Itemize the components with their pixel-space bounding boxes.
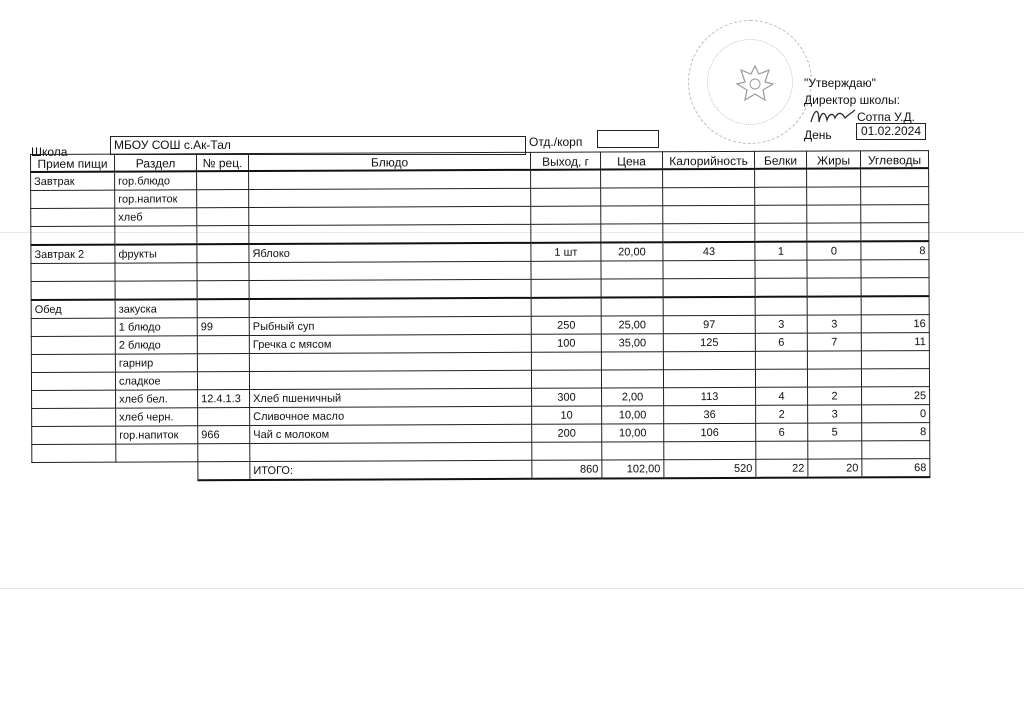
yield-cell	[531, 352, 601, 370]
fat-cell: 3	[808, 405, 862, 423]
price-cell	[601, 206, 663, 224]
calories-cell	[663, 169, 755, 188]
protein-cell: 4	[756, 387, 808, 405]
carbs-cell	[861, 351, 929, 369]
section-cell: гор.напиток	[115, 190, 197, 208]
section-cell: закуска	[115, 299, 197, 318]
meal-cell	[31, 190, 115, 208]
recipe-cell: 12.4.1.3	[198, 390, 250, 408]
dish-cell: Чай с молоком	[250, 424, 532, 443]
recipe-cell	[197, 336, 249, 354]
fat-cell	[807, 223, 861, 242]
meal-cell: Обед	[31, 300, 115, 319]
day-value: 01.02.2024	[860, 124, 922, 138]
section-cell: хлеб	[115, 208, 197, 226]
price-cell: 10,00	[602, 424, 664, 442]
column-header: Цена	[600, 152, 662, 170]
recipe-cell	[197, 208, 249, 226]
yield-cell	[531, 224, 601, 243]
protein-cell	[755, 260, 807, 278]
calories-cell	[664, 441, 756, 459]
price-cell	[601, 261, 663, 279]
column-header: Выход, г	[530, 152, 600, 170]
price-cell	[601, 297, 663, 316]
yield-cell	[531, 370, 601, 388]
carbs-cell	[861, 278, 929, 297]
empty-cell	[116, 462, 198, 481]
day-label: День	[804, 128, 832, 142]
dish-cell: Хлеб пшеничный	[250, 388, 532, 407]
price-cell: 35,00	[601, 334, 663, 352]
menu-table	[30, 150, 930, 482]
school-label: Школа	[31, 145, 68, 159]
yield-cell	[531, 170, 601, 189]
dish-cell	[249, 206, 531, 225]
price-cell	[601, 352, 663, 370]
dish-cell	[249, 298, 531, 318]
price-cell	[601, 169, 663, 188]
dish-cell	[249, 188, 531, 207]
dish-cell	[249, 279, 531, 299]
calories-cell	[663, 351, 755, 369]
meal-cell	[31, 281, 115, 300]
section-cell	[116, 444, 198, 462]
column-header: Жиры	[806, 151, 860, 169]
meal-cell: Завтрак	[31, 172, 115, 191]
carbs-cell	[862, 441, 930, 459]
director-signature	[809, 104, 857, 128]
fat-cell	[807, 296, 861, 315]
empty-cell	[32, 462, 116, 481]
recipe-cell	[198, 444, 250, 462]
meal-cell	[31, 318, 115, 336]
yield-cell	[531, 261, 601, 279]
protein-cell	[755, 351, 807, 369]
total-protein: 22	[756, 459, 808, 478]
total-price: 102,00	[602, 460, 664, 479]
protein-cell: 6	[756, 423, 808, 441]
fat-cell	[807, 278, 861, 297]
protein-cell: 1	[755, 242, 807, 261]
calories-cell: 43	[663, 242, 755, 261]
recipe-cell	[198, 408, 250, 426]
dish-cell: Яблоко	[249, 243, 531, 263]
carbs-cell: 8	[862, 423, 930, 441]
recipe-cell	[197, 372, 249, 390]
price-cell: 2,00	[602, 388, 664, 406]
yield-cell	[531, 279, 601, 298]
protein-cell	[755, 278, 807, 297]
dish-cell	[249, 224, 531, 244]
recipe-cell	[197, 354, 249, 372]
protein-cell	[755, 169, 807, 188]
fat-cell	[807, 260, 861, 278]
total-row	[32, 459, 930, 481]
price-cell: 20,00	[601, 242, 663, 261]
price-cell	[601, 224, 663, 243]
fat-cell	[807, 205, 861, 223]
approve-label: "Утверждаю"	[804, 76, 876, 90]
fat-cell	[807, 168, 861, 187]
section-cell: гор.блюдо	[115, 171, 197, 190]
calories-cell	[663, 205, 755, 223]
price-cell: 25,00	[601, 316, 663, 334]
calories-cell	[663, 278, 755, 297]
section-cell	[115, 263, 197, 281]
meal-cell: Завтрак 2	[31, 245, 115, 264]
section-cell: сладкое	[115, 372, 197, 390]
column-header: Белки	[754, 151, 806, 169]
carbs-cell: 0	[862, 405, 930, 423]
meal-cell	[31, 208, 115, 226]
price-cell: 10,00	[602, 406, 664, 424]
meal-cell	[31, 336, 115, 354]
dish-cell	[249, 352, 531, 371]
calories-cell: 97	[663, 315, 755, 333]
recipe-cell	[197, 299, 249, 318]
section-cell: гор.напиток	[116, 426, 198, 444]
section-cell: гарнир	[115, 354, 197, 372]
calories-cell: 36	[664, 405, 756, 423]
total-label: ИТОГО:	[250, 460, 532, 480]
meal-cell	[31, 226, 115, 245]
yield-cell	[531, 298, 601, 317]
section-cell: фрукты	[115, 244, 197, 263]
recipe-cell: 966	[198, 426, 250, 444]
section-cell	[115, 281, 197, 300]
meal-cell	[32, 390, 116, 408]
yield-cell: 250	[531, 316, 601, 334]
section-cell: 1 блюдо	[115, 318, 197, 336]
dish-cell: Гречка с мясом	[249, 334, 531, 353]
yield-cell: 200	[532, 424, 602, 442]
calories-cell	[663, 260, 755, 278]
dept-box	[597, 130, 659, 148]
carbs-cell	[861, 168, 929, 187]
price-cell	[602, 442, 664, 460]
protein-cell	[756, 441, 808, 459]
column-header: № рец.	[197, 154, 249, 172]
meal-cell	[31, 263, 115, 281]
school-value: МБОУ СОШ с.Ак-Тал	[114, 138, 231, 152]
calories-cell	[663, 223, 755, 242]
yield-cell	[531, 206, 601, 224]
protein-cell: 2	[756, 405, 808, 423]
price-cell	[601, 188, 663, 206]
protein-cell	[755, 223, 807, 242]
dept-label: Отд./корп	[529, 135, 583, 149]
carbs-cell	[861, 260, 929, 278]
protein-cell	[755, 187, 807, 205]
carbs-cell	[861, 187, 929, 205]
recipe-cell	[197, 171, 249, 190]
recipe-cell	[197, 190, 249, 208]
protein-cell: 3	[755, 315, 807, 333]
fat-cell: 2	[808, 387, 862, 405]
carbs-cell: 25	[862, 387, 930, 405]
dish-cell: Рыбный суп	[249, 316, 531, 335]
recipe-cell: 99	[197, 318, 249, 336]
column-header: Углеводы	[860, 151, 928, 169]
protein-cell: 6	[755, 333, 807, 351]
dish-cell	[249, 261, 531, 280]
price-cell	[601, 279, 663, 298]
recipe-cell	[197, 244, 249, 263]
fat-cell	[808, 441, 862, 459]
column-header: Калорийность	[662, 151, 754, 169]
total-yield: 860	[532, 460, 602, 479]
calories-cell: 113	[664, 387, 756, 405]
eagle-emblem-icon	[735, 62, 775, 106]
section-cell: хлеб бел.	[116, 390, 198, 408]
fat-cell	[807, 351, 861, 369]
fat-cell	[807, 187, 861, 205]
recipe-cell	[197, 263, 249, 281]
fat-cell: 0	[807, 241, 861, 260]
protein-cell	[755, 369, 807, 387]
calories-cell	[663, 297, 755, 316]
yield-cell: 10	[532, 406, 602, 424]
meal-cell	[31, 372, 115, 390]
total-calories: 520	[664, 459, 756, 478]
fat-cell: 7	[807, 333, 861, 351]
column-header: Раздел	[115, 154, 197, 172]
meal-cell	[32, 426, 116, 444]
meal-cell	[31, 354, 115, 372]
carbs-cell	[861, 205, 929, 223]
total-spacer	[198, 462, 250, 481]
recipe-cell	[197, 226, 249, 245]
dish-cell	[249, 170, 531, 190]
calories-cell: 106	[664, 423, 756, 441]
day-box	[856, 123, 926, 140]
yield-cell	[532, 442, 602, 460]
yield-cell	[531, 188, 601, 206]
fat-cell: 5	[808, 423, 862, 441]
dish-cell	[249, 370, 531, 389]
price-cell	[601, 370, 663, 388]
total-fat: 20	[808, 459, 862, 478]
section-cell	[115, 226, 197, 245]
meal-cell	[32, 444, 116, 462]
protein-cell	[755, 205, 807, 223]
yield-cell: 1 шт	[531, 243, 601, 262]
dish-cell	[250, 442, 532, 461]
carbs-cell: 16	[861, 315, 929, 333]
carbs-cell	[861, 296, 929, 315]
fat-cell	[807, 369, 861, 387]
meal-cell	[32, 408, 116, 426]
section-cell: 2 блюдо	[115, 336, 197, 354]
column-header: Блюдо	[249, 152, 531, 171]
carbs-cell	[861, 223, 929, 242]
carbs-cell: 11	[861, 333, 929, 351]
carbs-cell	[861, 369, 929, 387]
carbs-cell: 8	[861, 241, 929, 260]
total-carbs: 68	[862, 459, 930, 478]
calories-cell: 125	[663, 333, 755, 351]
section-cell: хлеб черн.	[116, 408, 198, 426]
dish-cell: Сливочное масло	[250, 406, 532, 425]
director-label: Директор школы:	[804, 93, 900, 107]
calories-cell	[663, 187, 755, 205]
yield-cell: 300	[532, 388, 602, 406]
yield-cell: 100	[531, 334, 601, 352]
recipe-cell	[197, 281, 249, 300]
protein-cell	[755, 297, 807, 316]
scan-artifact	[0, 588, 1024, 589]
calories-cell	[663, 369, 755, 387]
fat-cell: 3	[807, 315, 861, 333]
director-name: Сотпа У.Д.	[857, 110, 915, 124]
column-header: Прием пищи	[31, 154, 115, 172]
